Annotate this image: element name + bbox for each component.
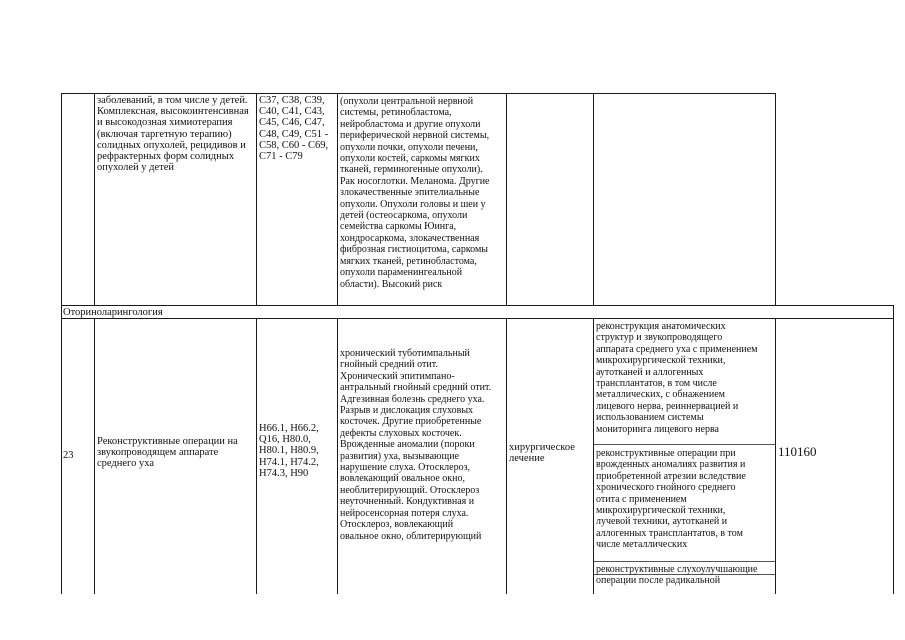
col-border-4-lower: [506, 318, 507, 594]
row-number: 23: [63, 450, 74, 461]
continued-patient-model: (опухоли центральной нервной системы, ретинобластома, нейробластома и другие опухоли периферической нервной системы, опухоли почки, опухоли печени, опухоли костей, саркомы мягких тканей, герминогенные опухоли). Рак носоглотки. Меланома. Другие злокачественные эпителиальные опухоли. Опухоли головы и шеи у детей (остеосаркома, опухоли семейства саркомы Юинга, хондросаркома, злокачественная фиброзная гистиоцитома, саркомы мягких тканей, ретинобластома, опухоли параменингеальной области). Высокий риск: [340, 96, 490, 290]
continued-icd-codes: C37, C38, C39, C40, C41, C43, C45, C46, C47, C48, C49, C51 - C58, C60 - C69, C71 - C79: [259, 95, 329, 163]
treatment-method-1: реконструкция анатомических структур и звукопроводящего аппарата среднего уха с применением микрохирургической техники, аутотканей и аллогенных трансплантатов, в том числе металлических, с обнажением лицевого нерва, реиннервацией и использованием системы мониторинга лицевого нерва: [596, 321, 758, 435]
treatment-method-3: реконструктивные слухоулучшающие операции после радикальной: [596, 564, 758, 587]
treatment-type: хирургическое лечение: [509, 442, 575, 465]
col-border-5-lower: [593, 318, 594, 594]
section-row-top-border: [61, 305, 894, 306]
procedure-name: Реконструктивные операции на звукопроводящем аппарате среднего уха: [97, 436, 238, 470]
col-border-2-lower: [256, 318, 257, 594]
col-border-6: [775, 93, 776, 305]
col-border-1-lower: [94, 318, 95, 594]
treatment-method-2: реконструктивные операции при врожденных аномалиях развития и приобретенной атрезии вследствие хронического гнойного среднего отита с применением микрохирургической техники, лучевой техники, аутотканей и аллогенных трансплантатов, в том числе металлических: [596, 448, 746, 551]
col-border-4: [506, 93, 507, 305]
icd-codes: H66.1, H66.2, Q16, H80.0, H80.1, H80.9, H74.1, H74.2, H74.3, H90: [259, 423, 319, 479]
col-border-6-lower: [775, 318, 776, 594]
col-border-2: [256, 93, 257, 305]
table-top-border: [61, 93, 776, 94]
col-border-0: [61, 93, 62, 594]
col-border-3-lower: [337, 318, 338, 594]
section-row-bottom-border: [61, 318, 894, 319]
cost-value: 110160: [778, 444, 817, 459]
col-border-3: [337, 93, 338, 305]
method-divider-1: [593, 444, 775, 445]
continued-procedure-name: заболеваний, в том числе у детей. Комплексная, высокоинтенсивная и высокодозная химиотерапия (включая таргетную терапию) солидных опухолей, рецидивов и рефрактерных форм солидных опухолей у детей: [97, 95, 249, 174]
col-border-5: [593, 93, 594, 305]
table-right-border: [893, 305, 894, 594]
col-border-1: [94, 93, 95, 305]
section-heading: Оториноларингология: [63, 307, 163, 318]
method-divider-2: [593, 561, 775, 562]
patient-model: хронический туботимпальный гнойный средний отит. Хронический эпитимпано- антральный гнойный средний отит. Адгезивная болезнь среднего уха. Разрыв и дислокация слуховых косточек. Другие приобретенные дефекты слуховых косточек. Врожденные аномалии (пороки развития) уха, вызывающие нарушение слуха. Отосклероз, вовлекающий овальное окно, необлитерирующий. Отосклероз неуточненный. Кондуктивная и нейросенсорная потеря слуха. Отосклероз, вовлекающий овальное окно, облитерирующий: [340, 348, 492, 542]
